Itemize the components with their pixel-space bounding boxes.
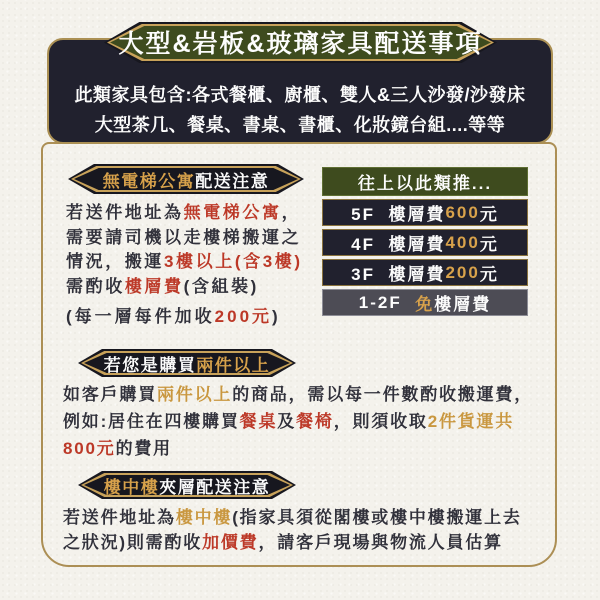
fee-row-1-2f: 1-2F 免 樓層費 (322, 289, 528, 316)
walkup-banner-text: 無電梯公寓 配送注意 (102, 171, 270, 191)
intro-line-1: 此類家具包含:各式餐櫃、廚櫃、雙人&三人沙發/沙發床 (74, 85, 526, 105)
loft-banner-text: 樓中樓 夾層配送注意 (103, 477, 271, 497)
multi-item-section-banner (78, 349, 296, 377)
intro-line-2: 大型茶几、餐桌、書桌、書櫃、化妝鏡台組....等等 (94, 115, 506, 135)
fee-table-header: 往上以此類推... (322, 167, 528, 196)
loft-paragraph (63, 505, 545, 555)
floor-fee-table (322, 167, 528, 316)
multi-line-2: 例如:居住在四樓購買餐桌及餐椅，則須收取2件貨運共 (63, 412, 515, 431)
walkup-section-banner (68, 164, 304, 194)
loft-section-banner (78, 471, 296, 499)
title-banner (104, 22, 497, 63)
walkup-line-3: 情況，搬運3樓以上(含3樓) (66, 252, 303, 271)
multi-line-3: 800元的費用 (63, 439, 172, 458)
fee-row-4f: 4F 樓層費 400 元 (322, 229, 528, 256)
walkup-paragraph (66, 201, 328, 330)
title-banner-text: 大型&岩板&玻璃家具配送事項 (118, 30, 483, 58)
multi-item-paragraph (63, 381, 545, 462)
loft-line-1: 若送件地址為樓中樓(指家具須從閣樓或樓中樓搬運上去 (63, 508, 522, 527)
multi-item-banner-text: 若您是購買 兩件以上 (103, 355, 271, 375)
fee-row-5f: 5F 樓層費 600 元 (322, 199, 528, 226)
walkup-surcharge-note: (每一層每件加收200元) (66, 307, 281, 326)
intro-text (49, 80, 551, 140)
walkup-line-2: 需要請司機以走樓梯搬運之 (66, 227, 302, 247)
walkup-line-4: 需酌收樓層費(含組裝) (66, 276, 259, 296)
multi-line-1: 如客戶購買兩件以上的商品，需以每一件數酌收搬運費， (63, 385, 534, 404)
fee-row-3f: 3F 樓層費 200 元 (322, 259, 528, 286)
loft-line-2: 之狀況)則需酌收加價費，請客戶現場與物流人員估算 (63, 533, 503, 552)
walkup-line-1: 若送件地址為無電梯公寓， (66, 203, 302, 222)
